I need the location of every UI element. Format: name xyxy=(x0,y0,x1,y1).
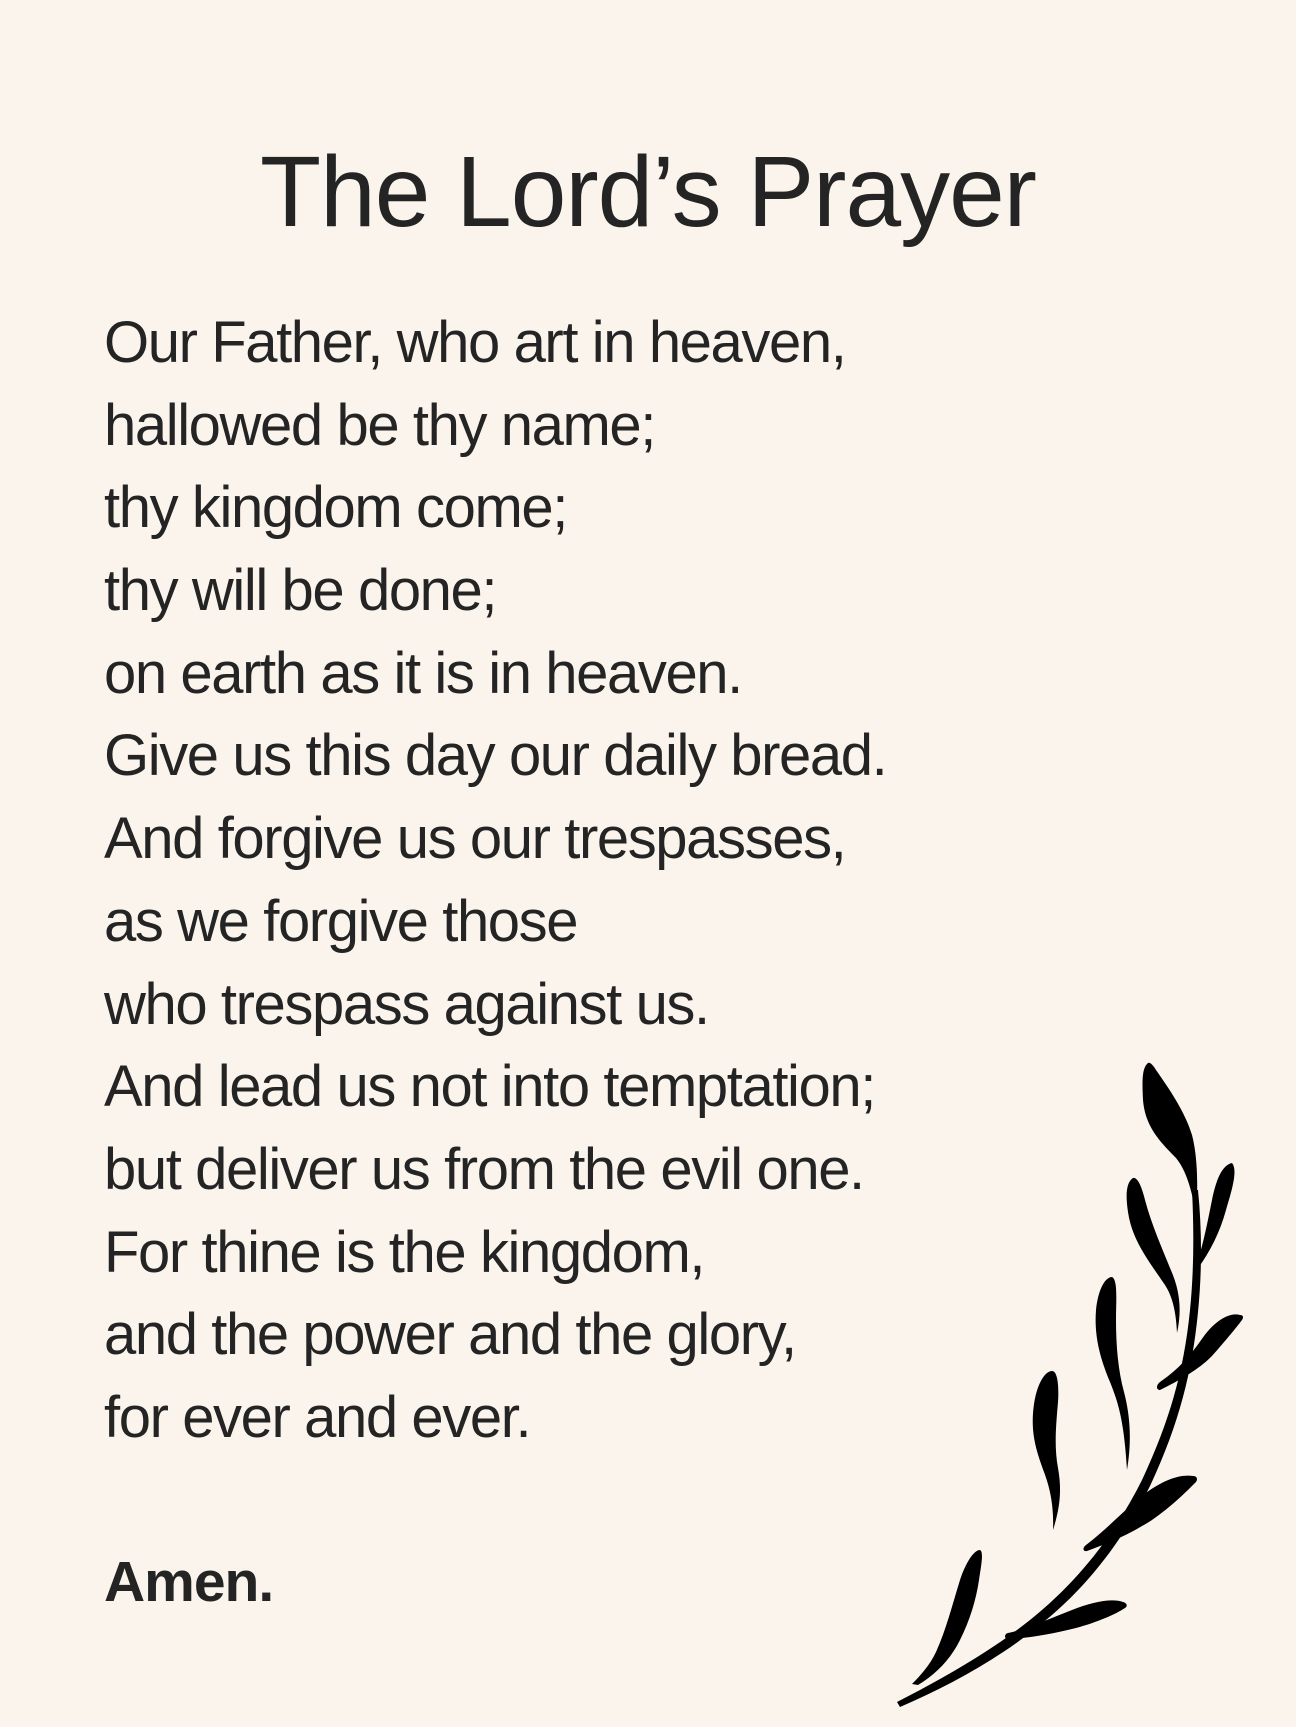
page-title: The Lord’s Prayer xyxy=(260,136,1036,248)
prayer-line: thy kingdom come; xyxy=(104,475,567,541)
prayer-line: thy will be done; xyxy=(104,558,497,624)
prayer-line: and the power and the glory, xyxy=(104,1302,796,1368)
prayer-line: And forgive us our trespasses, xyxy=(104,806,846,872)
prayer-line: on earth as it is in heaven. xyxy=(104,640,742,706)
olive-branch-icon xyxy=(880,1040,1280,1727)
prayer-line: for ever and ever. xyxy=(104,1384,531,1450)
prayer-line: And lead us not into temptation; xyxy=(104,1054,875,1120)
prayer-line: but deliver us from the evil one. xyxy=(104,1136,864,1202)
prayer-line: Our Father, who art in heaven, xyxy=(104,310,846,375)
prayer-line: Give us this day our daily bread. xyxy=(104,723,887,789)
prayer-line: as we forgive those xyxy=(104,888,578,954)
prayer-closing: Amen. xyxy=(104,1550,274,1614)
prayer-text xyxy=(104,302,886,1460)
prayer-line: who trespass against us. xyxy=(104,971,709,1037)
prayer-line: hallowed be thy name; xyxy=(104,392,655,458)
prayer-line: For thine is the kingdom, xyxy=(104,1219,705,1285)
